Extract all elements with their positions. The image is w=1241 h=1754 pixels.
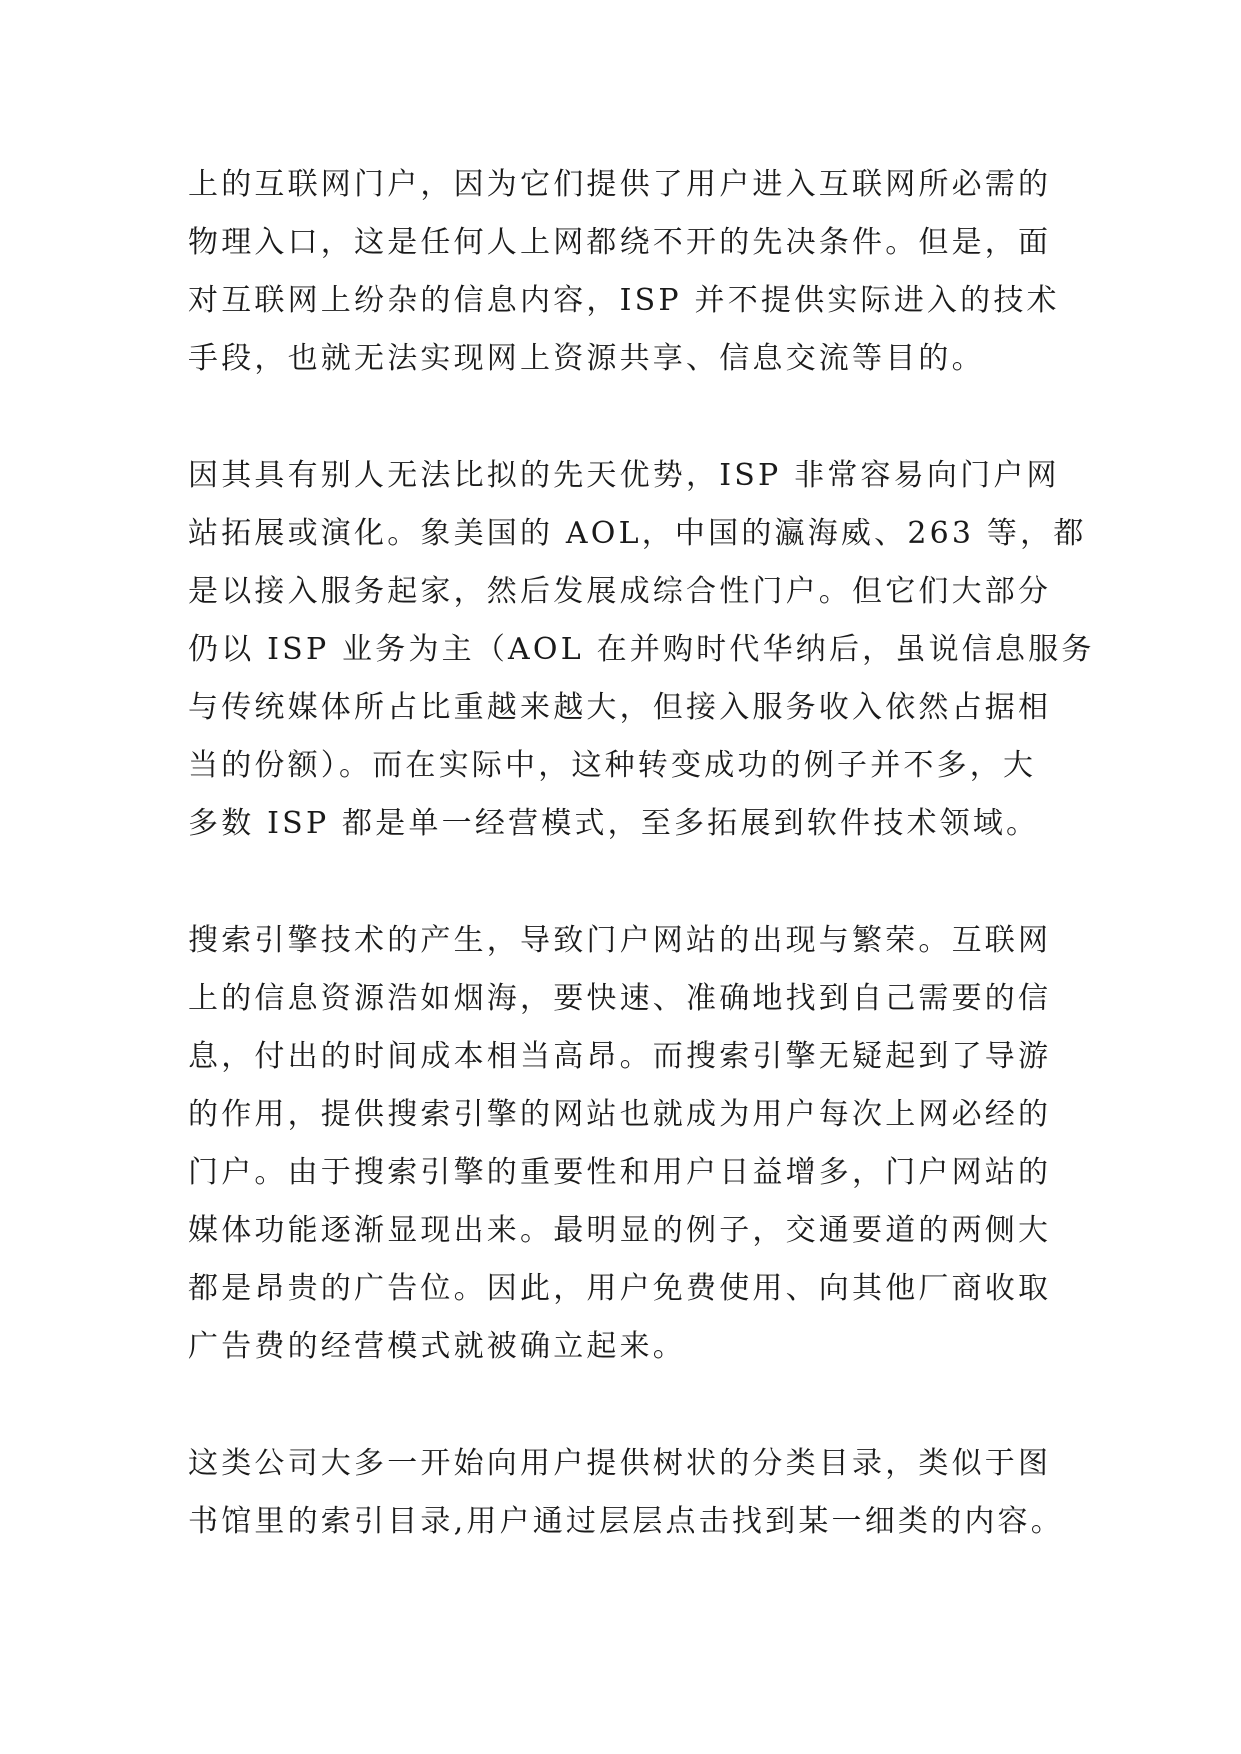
text-line: 物理入口，这是任何人上网都绕不开的先决条件。但是，面 — [188, 225, 1052, 260]
text-line: 都是昂贵的广告位。因此，用户免费使用、向其他厂商收取 — [188, 1271, 1052, 1306]
text-line: 上的信息资源浩如烟海，要快速、准确地找到自己需要的信 — [188, 981, 1052, 1016]
text-line: 对互联网上纷杂的信息内容，ISP 并不提供实际进入的技术 — [188, 283, 1060, 318]
text-line: 因其具有别人无法比拟的先天优势，ISP 非常容易向门户网 — [188, 458, 1060, 493]
text-line: 息，付出的时间成本相当高昂。而搜索引擎无疑起到了导游 — [188, 1039, 1052, 1074]
text-line: 与传统媒体所占比重越来越大，但接入服务收入依然占据相 — [188, 690, 1052, 725]
text-line: 仍以 ISP 业务为主（AOL 在并购时代华纳后，虽说信息服务 — [188, 632, 1095, 667]
text-line: 这类公司大多一开始向用户提供树状的分类目录，类似于图 — [188, 1446, 1052, 1481]
paragraph-search-engine — [188, 912, 1068, 1376]
text-line: 手段，也就无法实现网上资源共享、信息交流等目的。 — [188, 341, 985, 376]
text-line: 的作用，提供搜索引擎的网站也就成为用户每次上网必经的 — [188, 1097, 1052, 1132]
paragraph-isp-portal — [188, 156, 1068, 388]
text-line: 当的份额）。而在实际中，这种转变成功的例子并不多，大 — [188, 748, 1037, 783]
text-line: 是以接入服务起家，然后发展成综合性门户。但它们大部分 — [188, 574, 1052, 609]
text-line: 门户。由于搜索引擎的重要性和用户日益增多，门户网站的 — [188, 1155, 1052, 1190]
text-line: 广告费的经营模式就被确立起来。 — [188, 1329, 686, 1364]
text-line: 书馆里的索引目录,用户通过层层点击找到某一细类的内容。 — [188, 1504, 1064, 1539]
text-line: 搜索引擎技术的产生，导致门户网站的出现与繁荣。互联网 — [188, 923, 1052, 958]
text-line: 多数 ISP 都是单一经营模式，至多拓展到软件技术领域。 — [188, 806, 1040, 841]
paragraph-isp-evolution — [188, 447, 1095, 853]
paragraph-directory — [188, 1435, 1068, 1551]
text-line: 上的互联网门户，因为它们提供了用户进入互联网所必需的 — [188, 167, 1052, 202]
text-line: 站拓展或演化。象美国的 AOL，中国的瀛海威、263 等，都 — [188, 516, 1087, 551]
text-line: 媒体功能逐渐显现出来。最明显的例子，交通要道的两侧大 — [188, 1213, 1052, 1248]
